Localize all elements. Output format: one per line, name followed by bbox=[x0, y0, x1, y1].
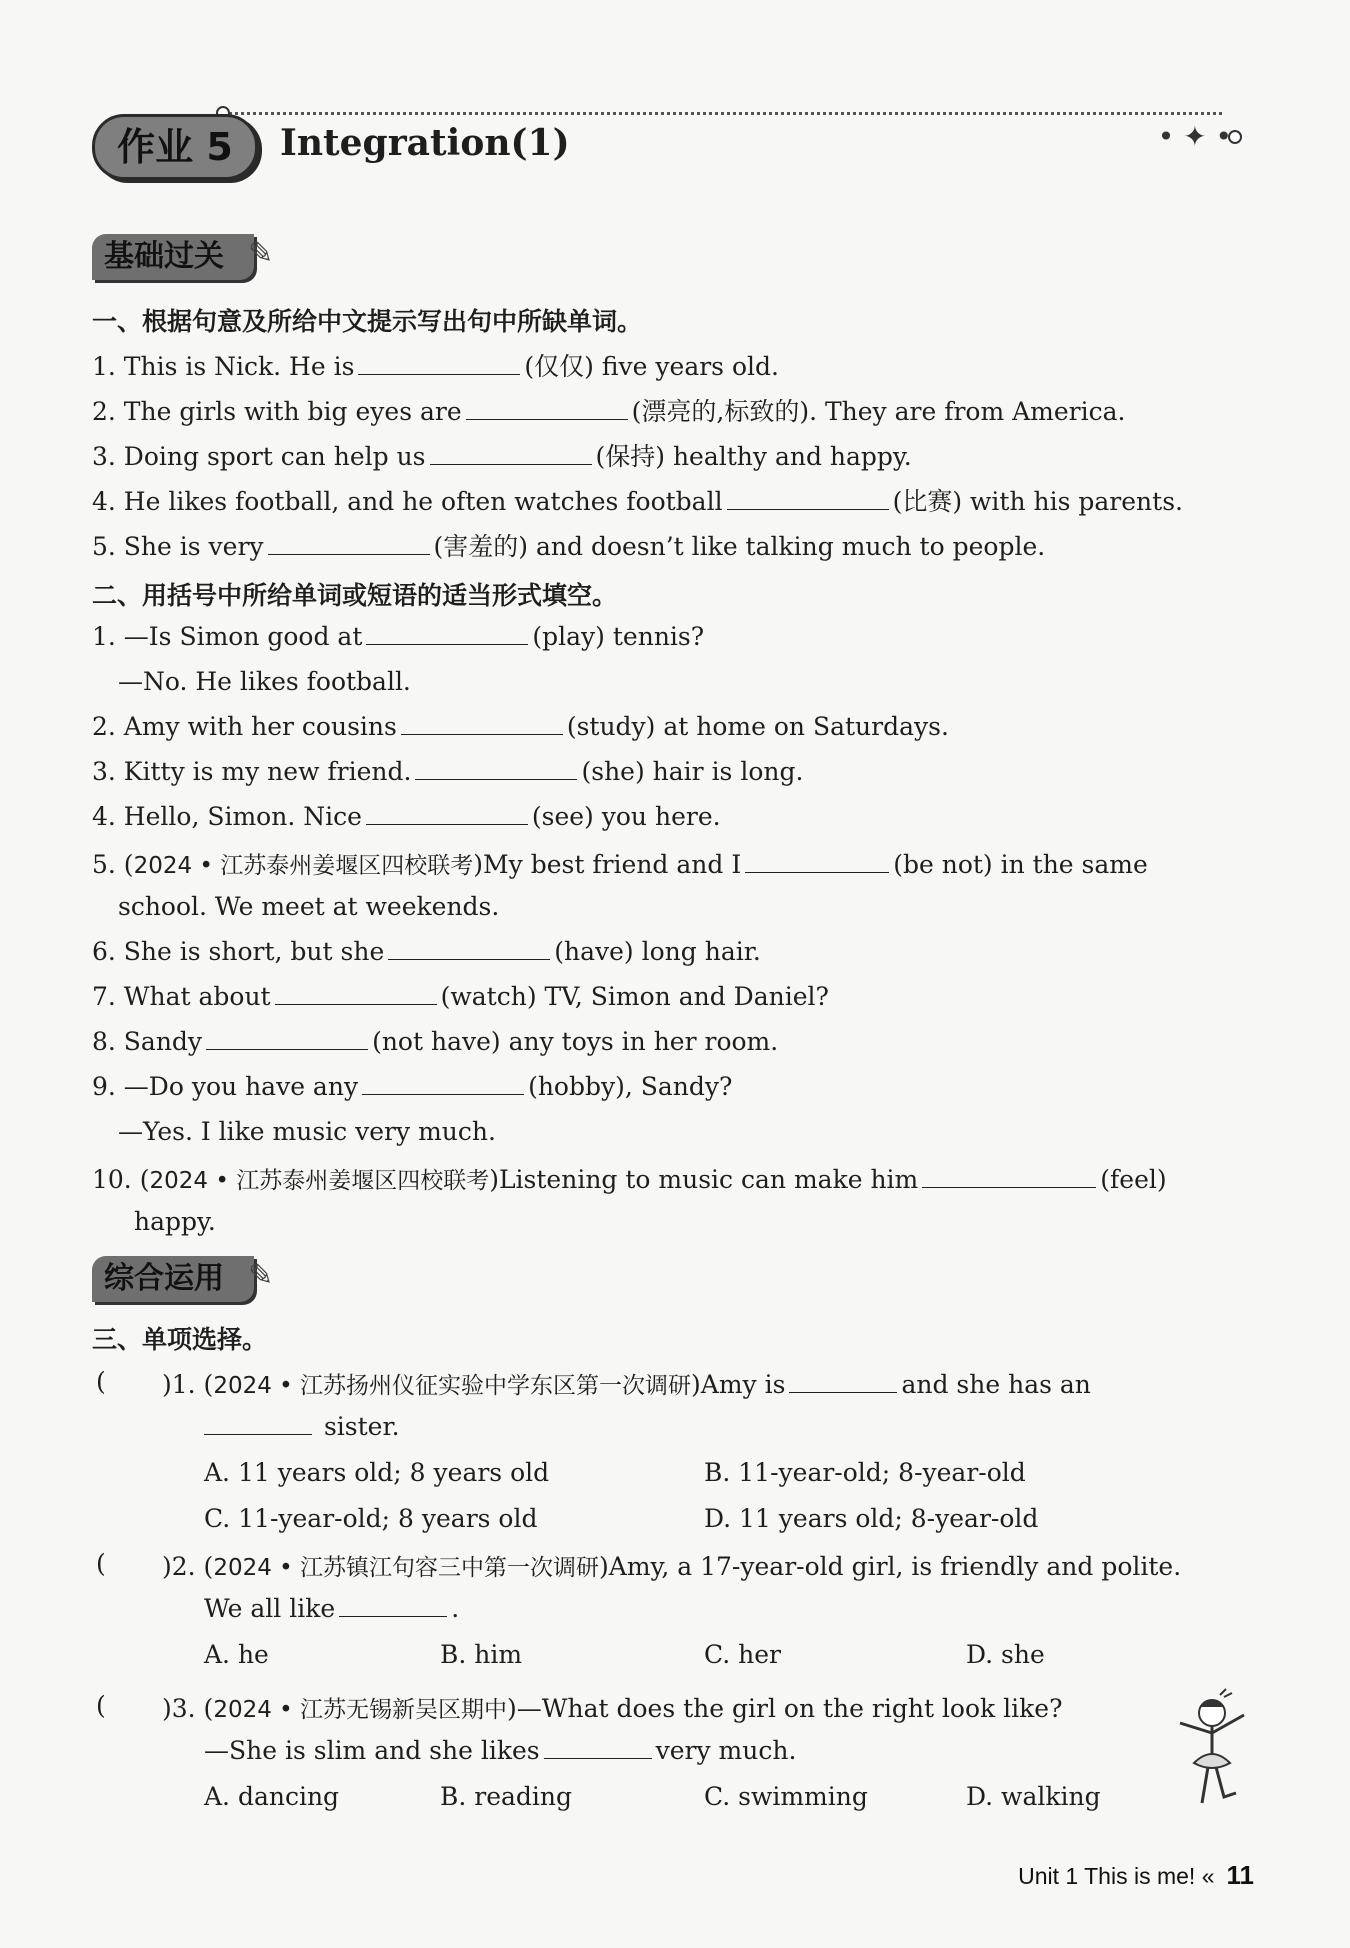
page-title: Integration(1) bbox=[280, 122, 570, 164]
option-a[interactable]: A. dancing bbox=[204, 1782, 340, 1811]
homework-header bbox=[92, 110, 1252, 178]
dotted-divider bbox=[222, 112, 1222, 115]
option-d[interactable]: D. 11 years old; 8-year-old bbox=[704, 1504, 1039, 1533]
pencil-icon: ✎ bbox=[248, 236, 274, 271]
option-d[interactable]: D. walking bbox=[966, 1782, 1101, 1811]
source-note: 2024 • 江苏泰州姜堰区四校联考 bbox=[149, 1168, 490, 1194]
source-note: 2024 • 江苏泰州姜堰区四校联考 bbox=[133, 853, 474, 879]
source-note: 2024 • 江苏无锡新吴区期中 bbox=[213, 1697, 508, 1723]
answer-blank[interactable] bbox=[366, 643, 528, 645]
question-line: sister. bbox=[204, 1412, 400, 1441]
question-line: —No. He likes football. bbox=[118, 667, 411, 696]
question-line: We all like . bbox=[204, 1594, 460, 1623]
question-line: 8. Sandy (not have) any toys in her room. bbox=[92, 1027, 779, 1056]
answer-bracket[interactable]: ( bbox=[96, 1549, 106, 1578]
answer-blank[interactable] bbox=[275, 1003, 437, 1005]
pencil-icon: ✎ bbox=[248, 1258, 274, 1293]
answer-bracket[interactable]: ( bbox=[96, 1691, 106, 1720]
answer-blank[interactable] bbox=[544, 1757, 652, 1759]
option-b[interactable]: B. 11-year-old; 8-year-old bbox=[704, 1458, 1026, 1487]
answer-blank[interactable] bbox=[268, 553, 430, 555]
answer-blank[interactable] bbox=[362, 1093, 524, 1095]
answer-blank[interactable] bbox=[789, 1391, 897, 1393]
question-line: )2. (2024 • 江苏镇江句容三中第一次调研)Amy, a 17-year-old girl, is friendly and polite. bbox=[162, 1552, 1182, 1581]
source-note: 2024 • 江苏扬州仪征实验中学东区第一次调研 bbox=[213, 1373, 692, 1399]
answer-blank[interactable] bbox=[366, 823, 528, 825]
question-line: —Yes. I like music very much. bbox=[118, 1117, 496, 1146]
question-line: happy. bbox=[134, 1207, 216, 1236]
question-line: 10. (2024 • 江苏泰州姜堰区四校联考)Listening to music can make him (feel) bbox=[92, 1165, 1167, 1194]
answer-blank[interactable] bbox=[922, 1186, 1096, 1188]
option-a[interactable]: A. 11 years old; 8 years old bbox=[204, 1458, 550, 1487]
homework-badge: 作业 5 bbox=[92, 114, 258, 180]
instruction-part1: 一、根据句意及所给中文提示写出句中所缺单词。 bbox=[92, 307, 643, 336]
section-label-basics: 基础过关 bbox=[92, 234, 254, 280]
instruction-part2: 二、用括号中所给单词或短语的适当形式填空。 bbox=[92, 581, 618, 610]
question-line: 1. This is Nick. He is (仅仅) five years old. bbox=[92, 352, 779, 381]
option-c[interactable]: C. her bbox=[704, 1640, 781, 1669]
question-line: 6. She is short, but she (have) long hair. bbox=[92, 937, 761, 966]
instruction-part3: 三、单项选择。 bbox=[92, 1325, 268, 1354]
source-note: 2024 • 江苏镇江句容三中第一次调研 bbox=[213, 1555, 600, 1581]
answer-blank[interactable] bbox=[430, 463, 592, 465]
option-d[interactable]: D. she bbox=[966, 1640, 1045, 1669]
answer-blank[interactable] bbox=[466, 418, 628, 420]
answer-blank[interactable] bbox=[206, 1048, 368, 1050]
answer-blank[interactable] bbox=[204, 1433, 312, 1435]
question-line: 2. Amy with her cousins (study) at home on Saturdays. bbox=[92, 712, 949, 741]
answer-blank[interactable] bbox=[401, 733, 563, 735]
answer-blank[interactable] bbox=[727, 508, 889, 510]
dancing-girl-illustration bbox=[1150, 1685, 1270, 1825]
question-line: )3. (2024 • 江苏无锡新吴区期中)—What does the girl on the right look like? bbox=[162, 1694, 1063, 1723]
question-line: school. We meet at weekends. bbox=[118, 892, 500, 921]
answer-blank[interactable] bbox=[745, 871, 889, 873]
answer-blank[interactable] bbox=[388, 958, 550, 960]
option-c[interactable]: C. swimming bbox=[704, 1782, 868, 1811]
question-line: 3. Doing sport can help us (保持) healthy and happy. bbox=[92, 442, 912, 471]
section-label-application: 综合运用 bbox=[92, 1256, 254, 1302]
answer-blank[interactable] bbox=[415, 778, 577, 780]
answer-blank[interactable] bbox=[339, 1615, 447, 1617]
option-b[interactable]: B. reading bbox=[440, 1782, 573, 1811]
page-number: 11 bbox=[1226, 1860, 1254, 1890]
question-line: 1. —Is Simon good at (play) tennis? bbox=[92, 622, 705, 651]
answer-blank[interactable] bbox=[358, 373, 520, 375]
question-line: 5. She is very (害羞的) and doesn’t like talking much to people. bbox=[92, 532, 1046, 561]
question-line: 4. Hello, Simon. Nice (see) you here. bbox=[92, 802, 721, 831]
option-a[interactable]: A. he bbox=[204, 1640, 269, 1669]
option-b[interactable]: B. him bbox=[440, 1640, 523, 1669]
question-line: )1. (2024 • 江苏扬州仪征实验中学东区第一次调研)Amy is and she has an bbox=[162, 1370, 1091, 1399]
question-line: 7. What about (watch) TV, Simon and Daniel? bbox=[92, 982, 829, 1011]
sparkle-icon: • ✦ • bbox=[1157, 120, 1232, 153]
unit-label: Unit 1 This is me! « bbox=[1018, 1863, 1215, 1889]
question-line: —She is slim and she likes very much. bbox=[204, 1736, 797, 1765]
question-line: 9. —Do you have any (hobby), Sandy? bbox=[92, 1072, 733, 1101]
question-line: 4. He likes football, and he often watches football (比赛) with his parents. bbox=[92, 487, 1183, 516]
question-line: 5. (2024 • 江苏泰州姜堰区四校联考)My best friend and I (be not) in the same bbox=[92, 850, 1148, 879]
option-c[interactable]: C. 11-year-old; 8 years old bbox=[204, 1504, 538, 1533]
question-line: 2. The girls with big eyes are (漂亮的,标致的). They are from America. bbox=[92, 397, 1126, 426]
answer-bracket[interactable]: ( bbox=[96, 1367, 106, 1396]
page-footer bbox=[1018, 1860, 1254, 1891]
question-line: 3. Kitty is my new friend. (she) hair is long. bbox=[92, 757, 804, 786]
